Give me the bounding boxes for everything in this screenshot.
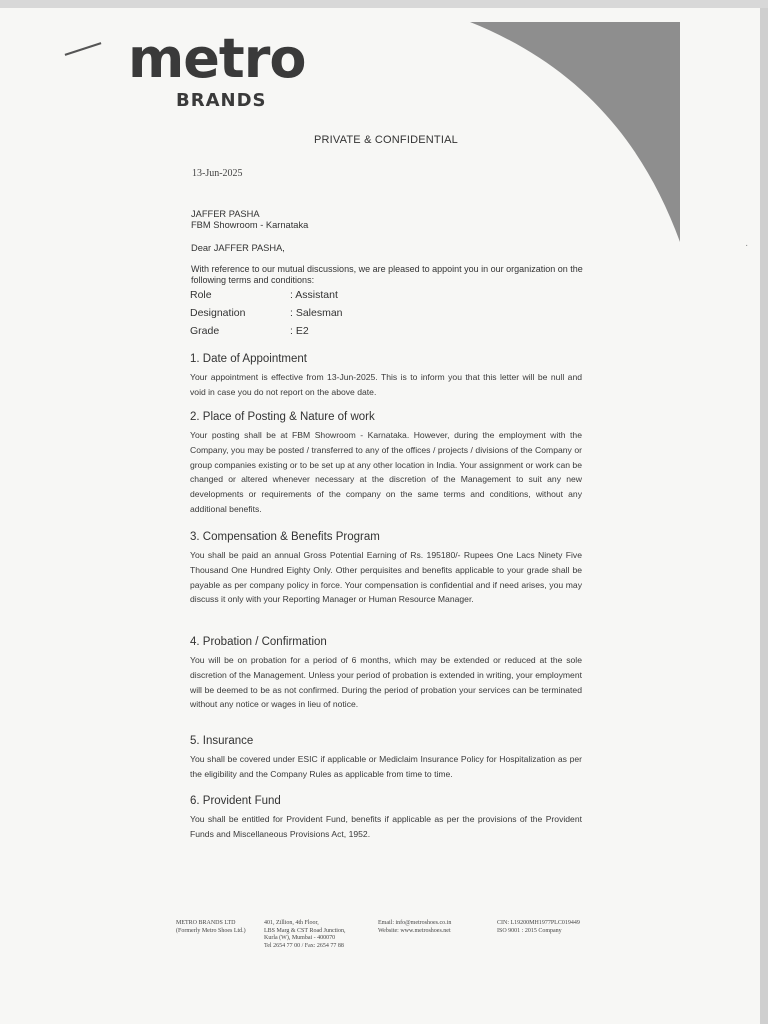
section-body: You shall be covered under ESIC if applicable or Mediclaim Insurance Policy for Hospitalization as per the eligibility and the Company Rules as applicable from time to time. [190,754,582,779]
footer-email: Email: info@metroshoes.co.in [378,920,452,926]
section-provident-fund [190,795,582,842]
terms-row [190,289,343,307]
section-title: 4. Probation / Confirmation [190,636,327,648]
confidential-heading: PRIVATE & CONFIDENTIAL [314,134,458,146]
footer-address [264,920,345,950]
term-value: : Assistant [290,289,338,301]
term-value: : Salesman [290,307,343,319]
section-probation [190,636,582,712]
term-value: : E2 [290,325,309,337]
footer-line: Tel 2654 77 00 / Fax: 2654 77 88 [264,942,344,949]
letter-page [0,8,760,1024]
term-label: Grade [190,325,220,337]
footer-line: ISO 9001 : 2015 Company [497,927,562,934]
terms-row [190,307,343,325]
footer-line: METRO BRANDS LTD [176,920,236,926]
section-title: 6. Provident Fund [190,795,281,807]
footer-line: (Formerly Metro Shoes Ltd.) [176,927,246,934]
recipient-location: FBM Showroom - Karnataka [191,220,309,230]
scan-speck: · [745,240,749,251]
company-logo-subtitle: BRANDS [176,90,267,111]
scan-edge [0,0,768,8]
section-place-of-posting [190,411,582,517]
intro-paragraph: With reference to our mutual discussions, we are pleased to appoint you in our organization on the following terms and conditions: [191,264,583,285]
section-title: 2. Place of Posting & Nature of work [190,411,375,423]
section-body: Your appointment is effective from 13-Jun-2025. This is to inform you that this letter will be null and void in case you do not report on the above date. [190,372,582,397]
section-title: 3. Compensation & Benefits Program [190,531,380,543]
footer-contact [378,920,451,935]
footer-line: LBS Marg & CST Road Junction, [264,927,346,934]
footer-company [176,920,246,935]
term-label: Role [190,289,212,301]
letter-date: 13-Jun-2025 [192,168,243,179]
footer-line: CIN: L19200MH1977PLC019449 [497,920,580,926]
section-body: You shall be paid an annual Gross Potential Earning of Rs. 195180/- Rupees One Lacs Ninety Five Thousand One Hundred Eighty Only. Other perquisites and benefits applicable to your grade shall be payable as per company policy in force. Your compensation is confidential and if need arises, you may discuss it only with your Reporting Manager or Human Resource Manager. [190,550,582,605]
company-logo: metro [128,27,306,90]
footer-line: Kurla (W), Mumbai - 400070 [264,935,336,942]
salutation: Dear JAFFER PASHA, [191,243,285,253]
section-insurance [190,735,582,782]
section-title: 5. Insurance [190,735,254,747]
section-date-of-appointment [190,353,582,400]
footer-line: 401, Zillion, 4th Floor, [264,920,319,926]
footer-registration [497,920,580,935]
recipient-block [191,209,308,231]
corner-graphic [470,22,680,242]
recipient-name: JAFFER PASHA [191,209,260,219]
terms-table [190,289,343,343]
section-body: You shall be entitled for Provident Fund, benefits if applicable as per the provisions of the Provident Funds and Miscellaneous Provisions Act, 1952. [190,814,582,839]
section-title: 1. Date of Appointment [190,353,307,365]
footer-website: Website: www.metroshoes.net [378,927,451,934]
section-body: Your posting shall be at FBM Showroom - Karnataka. However, during the employment with the Company, you may be posted / transferred to any of the offices / projects / divisions of the Company or group companies existing or to be set up at any other location in India. Your assignment or work can be changed or altered whenever necessary at the discretion of the Management to suit any new developments or requirements of the company on the same terms and conditions, without any additional benefits. [190,430,582,514]
pen-mark [65,42,102,56]
terms-row [190,325,343,343]
section-body: You will be on probation for a period of 6 months, which may be extended or reduced at the sole discretion of the Management. Unless your period of probation is extended in writing, your employment will be deemed to be as not confirmed. During the period of probation your services can be terminated without any notice or wages in lieu of notice. [190,655,582,710]
section-compensation [190,531,582,607]
term-label: Designation [190,307,246,319]
